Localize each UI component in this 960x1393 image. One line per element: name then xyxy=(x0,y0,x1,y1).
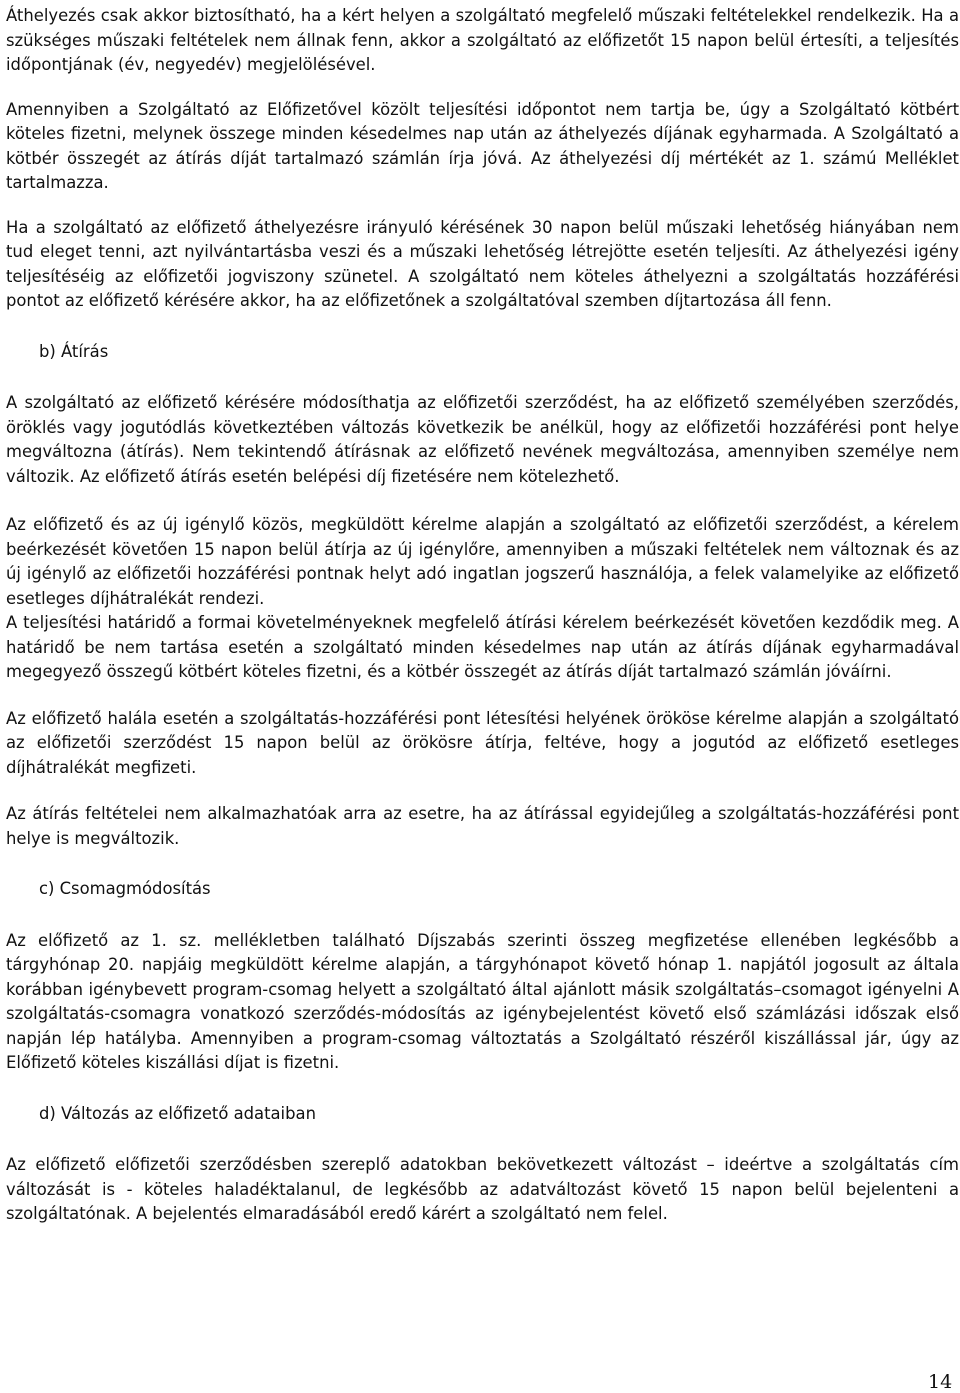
paragraph-data-change: Az előfizető előfizetői szerződésben szereplő adatokban bekövetkezett változást – ideértve a szolgáltatás cím változását is - köteles haladéktalanul, de legkésőbb az adatváltozást követő 15 napon belül bejelenteni a szolgáltatónak. A bejelentés elmaradásából eredő kárért a szolgáltató nem felel. xyxy=(6,1155,959,1223)
paragraph-relocation-registry: Ha a szolgáltató az előfizető áthelyezésre irányuló kérésének 30 napon belül műszaki lehetőség hiányában nem tud eleget tenni, azt nyilvántartásba veszi és a műszaki lehetőség létrejötte esetén teljesíti. Az áthelyezési igény teljesítéséig az előfizetői jogviszony szünetel. A szolgáltató nem köteles áthelyezni a szolgáltatás hozzáférési pontot az előfizető kérésére akkor, ha az előfizetőnek a szolgáltatóval szemben díjtartozása áll fenn. xyxy=(6,217,959,310)
paragraph-transfer-death: Az előfizető halála esetén a szolgáltatás-hozzáférési pont létesítési helyének örököse kérelme alapján a szolgáltató az előfizetői szerződést 15 napon belül az örökösre átírja, feltéve, hogy a jogutód az előfizető esetleges díjhátralékát megfizeti. xyxy=(6,708,959,777)
paragraph-relocation-conditions: Áthelyezés csak akkor biztosítható, ha a kért helyen a szolgáltató megfelelő műszaki feltételekkel rendelkezik. Ha a szükséges műszaki feltételek nem állnak fenn, akkor a szolgáltató az előfizetőt 15 napon belül értesíti, a teljesítés időpontjának (év, negyedév) megjelölésével. xyxy=(6,6,959,74)
document-page xyxy=(6,4,959,1227)
paragraph-transfer-exception: Az átírás feltételei nem alkalmazhatóak arra az esetre, ha az átírással egyidejűleg a szolgáltatás-hozzáférési pont helye is megváltozik. xyxy=(6,804,959,848)
paragraph-transfer-modification: A szolgáltató az előfizető kérésére módosíthatja az előfizetői szerződést, ha az előfizető személyében szerződés, öröklés vagy jogutódlás következtében változás következik be anélkül, hogy az előfizetői hozzáférési pont helye megváltozna (átírás). Nem tekintendő átírásnak az előfizető nevének megváltozása, amennyiben személye nem változik. Az előfizető átírás esetén belépési díj fizetésére nem kötelezhető. xyxy=(6,393,959,486)
section-heading-transfer: b) Átírás xyxy=(39,341,109,361)
page-number: 14 xyxy=(928,1371,953,1393)
paragraph-package-change: Az előfizető az 1. sz. mellékletben található Díjszabás szerinti összeg megfizetése ellenében legkésőbb a tárgyhónap 20. napjáig megküldött kérelme alapján, a tárgyhónapot követő hónap 1. napjától jogosult az általa korábban igénybevett program-csomag helyett a szolgáltató által ajánlott másik szolgáltatás–csomagot igényelni A szolgáltatás-csomagra vonatkozó szerződés-módosítás az igénybejelentést követő első számlázási időszak első napján lép hatályba. Amennyiben a program-csomag változtatás a Szolgáltató részéről kiszállással jár, úgy az Előfizető köteles kiszállási díjat is fizetni. xyxy=(6,930,959,1072)
section-heading-data-change: d) Változás az előfizető adataiban xyxy=(39,1103,316,1123)
section-heading-package-change: c) Csomagmódosítás xyxy=(39,879,211,898)
paragraph-relocation-penalty: Amennyiben a Szolgáltató az Előfizetővel közölt teljesítési időpontot nem tartja be, úgy a Szolgáltató kötbért köteles fizetni, melynek összege minden késedelmes nap után az áthelyezés díjának egyharmada. A Szolgáltató a kötbér összegét az átírás díját tartalmazó számlán írja jóvá. Az áthelyezési díj mértékét az 1. számú Melléklet tartalmazza. xyxy=(6,99,959,192)
paragraph-transfer-joint-request: Az előfizető és az új igénylő közös, megküldött kérelme alapján a szolgáltató az előfizetői szerződést, a kérelem beérkezését követően 15 napon belül átírja az új igénylőre, amennyiben a műszaki feltételek nem változnak és az új igénylő az előfizetői hozzáférési pontnak helyt adó ingatlan jogszerű használója, a felek valamelyike az előfizető esetleges díjhátralékát rendezi. xyxy=(6,515,959,608)
paragraph-transfer-deadline: A teljesítési határidő a formai követelményeknek megfelelő átírási kérelem beérkezését követően kezdődik meg. A határidő be nem tartása esetén a szolgáltató minden késedelmes nap után az átírás díjának egyharmadával megegyező összegű kötbért köteles fizetni, és a kötbér összegét az átírás díját tartalmazó számlán jóváírni. xyxy=(6,613,959,681)
